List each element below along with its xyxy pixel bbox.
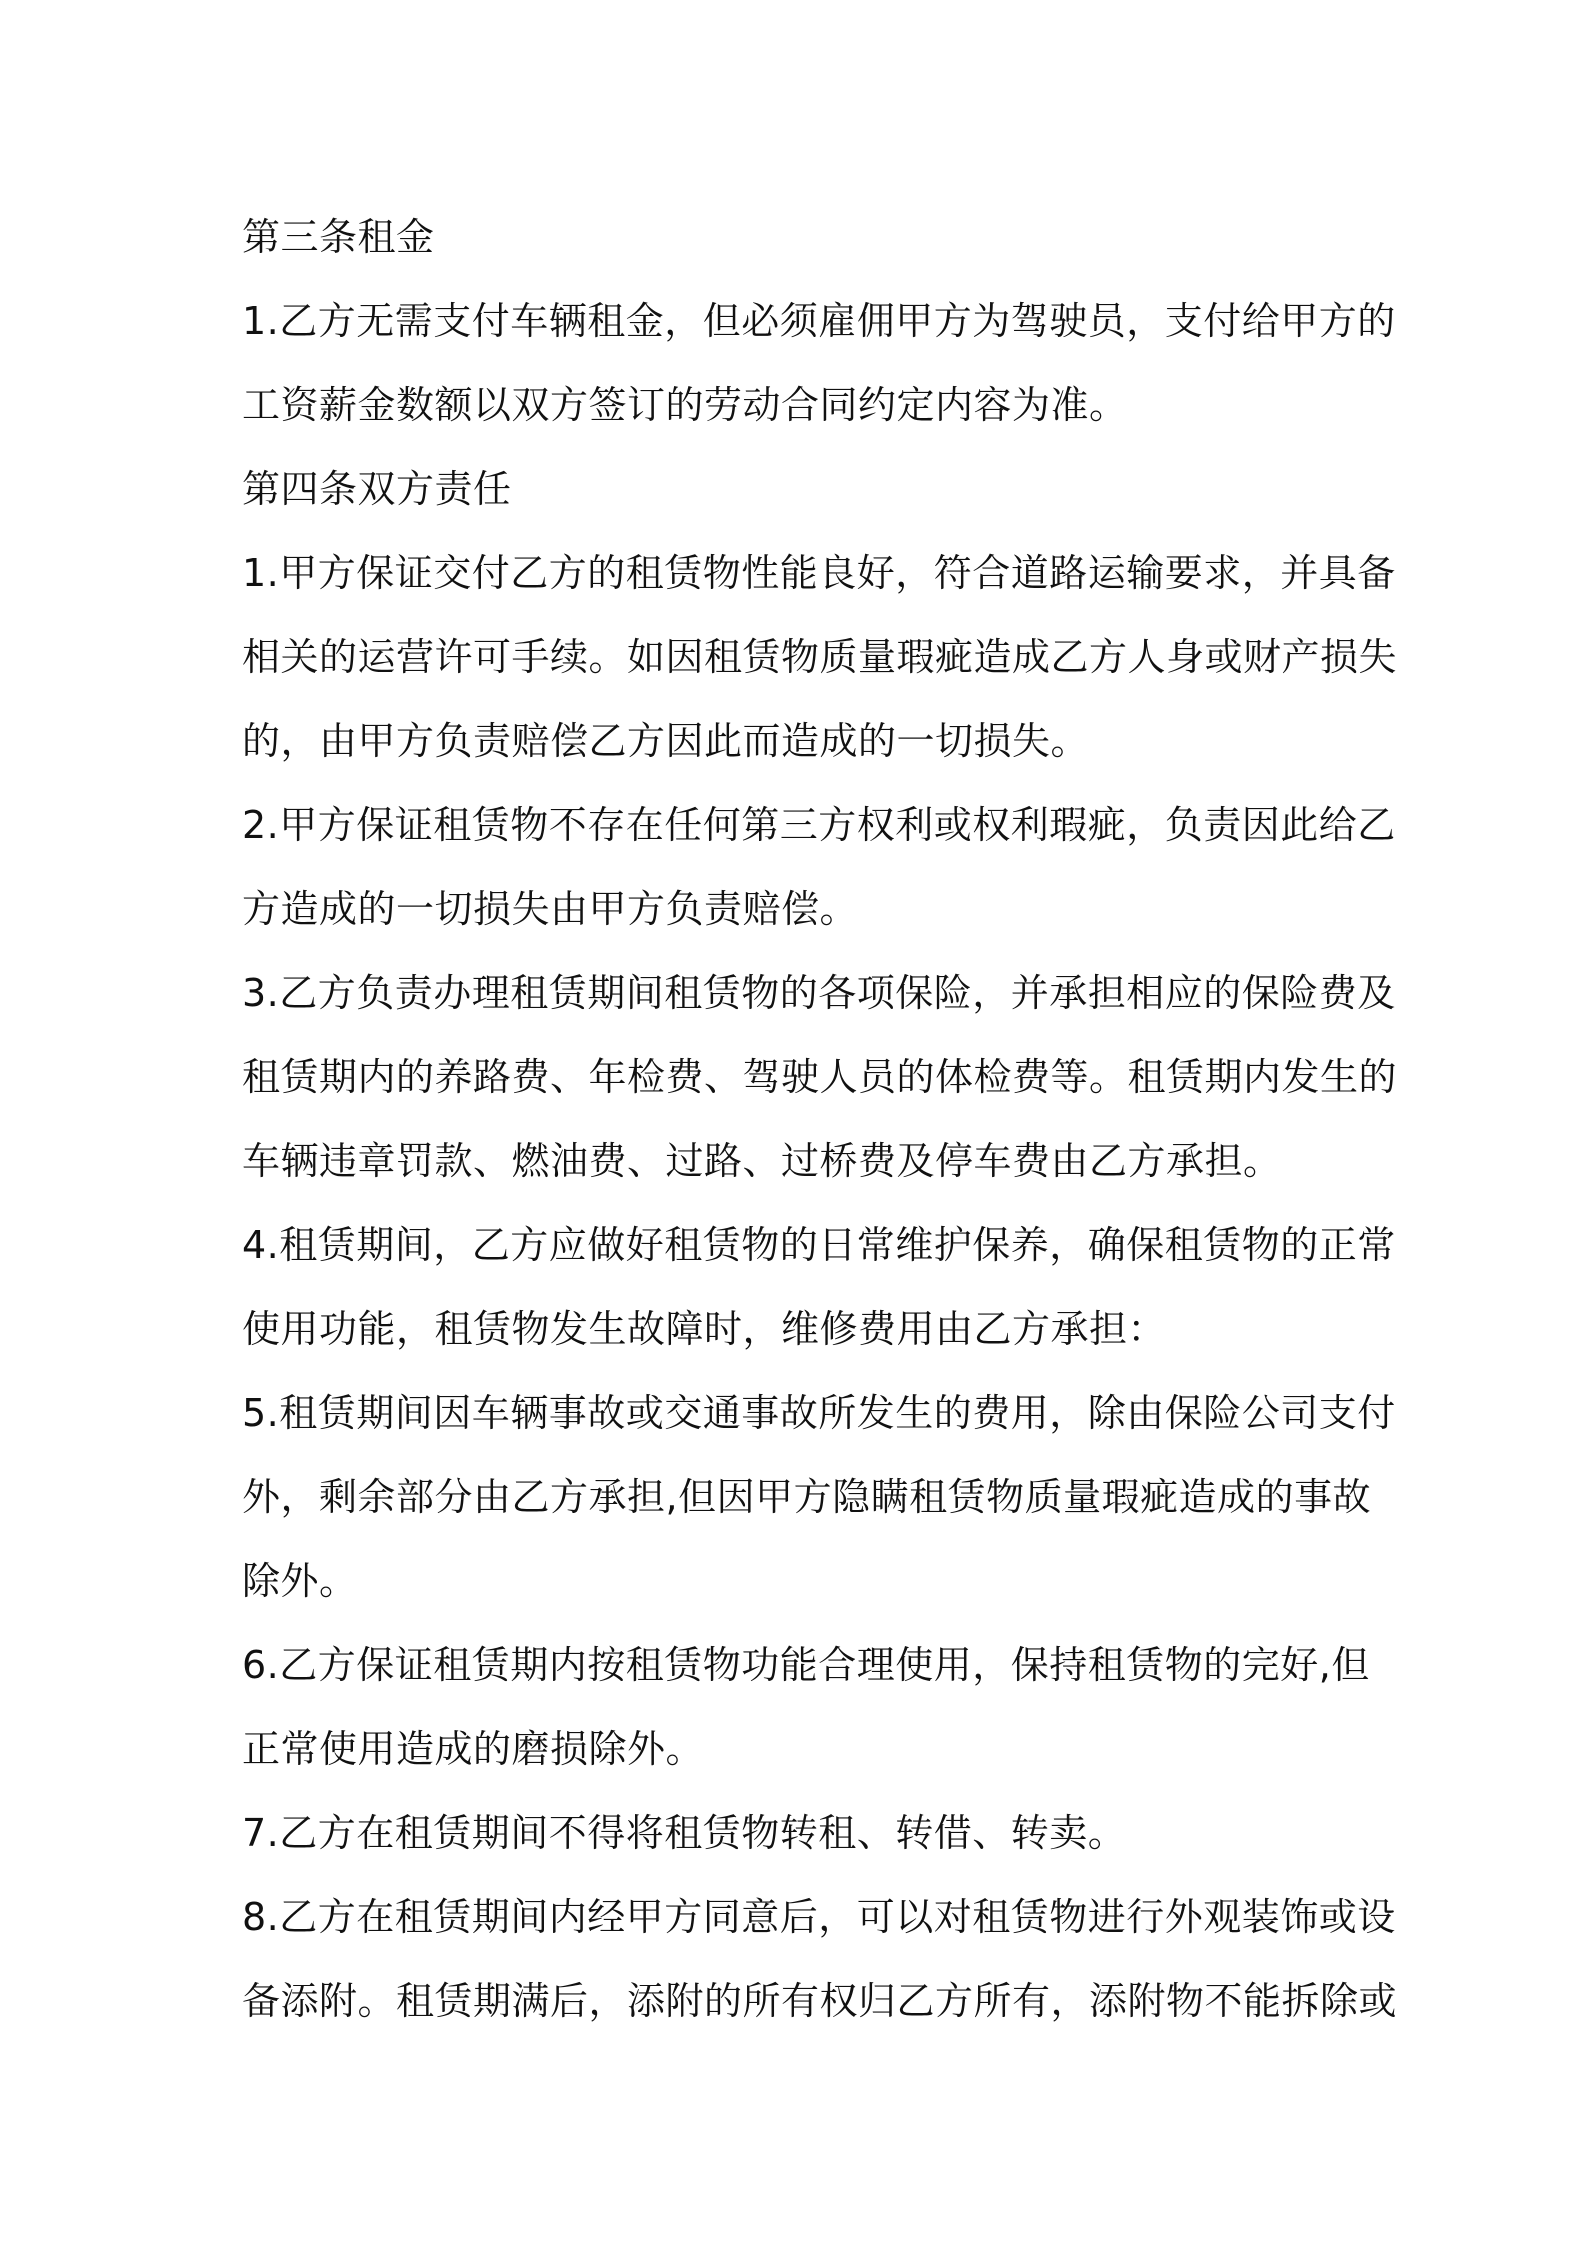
text-line: 2.甲方保证租赁物不存在任何第三方权利或权利瑕疵，负责因此给乙 bbox=[242, 803, 1396, 847]
article-4-heading: 第四条双方责任 bbox=[242, 467, 512, 511]
text-line: 的，由甲方负责赔偿乙方因此而造成的一切损失。 bbox=[242, 719, 1090, 763]
text-line: 方造成的一切损失由甲方负责赔偿。 bbox=[242, 887, 859, 931]
text-line: 4.租赁期间，乙方应做好租赁物的日常维护保养，确保租赁物的正常 bbox=[242, 1223, 1396, 1267]
text-line: 外，剩余部分由乙方承担,但因甲方隐瞒租赁物质量瑕疵造成的事故 bbox=[242, 1475, 1372, 1519]
text-line: 8.乙方在租赁期间内经甲方同意后，可以对租赁物进行外观装饰或设 bbox=[242, 1895, 1396, 1939]
text-line: 租赁期内的养路费、年检费、驾驶人员的体检费等。租赁期内发生的 bbox=[242, 1055, 1398, 1099]
text-line: 6.乙方保证租赁期内按租赁物功能合理使用，保持租赁物的完好,但 bbox=[242, 1643, 1370, 1687]
text-line: 1.乙方无需支付车辆租金，但必须雇佣甲方为驾驶员，支付给甲方的 bbox=[242, 299, 1396, 343]
text-line: 工资薪金数额以双方签订的劳动合同约定内容为准。 bbox=[242, 383, 1128, 427]
text-line: 3.乙方负责办理租赁期间租赁物的各项保险，并承担相应的保险费及 bbox=[242, 971, 1396, 1015]
article-3-heading: 第三条租金 bbox=[242, 215, 435, 259]
text-line: 5.租赁期间因车辆事故或交通事故所发生的费用，除由保险公司支付 bbox=[242, 1391, 1396, 1435]
text-line: 7.乙方在租赁期间不得将租赁物转租、转借、转卖。 bbox=[242, 1811, 1127, 1855]
text-line: 相关的运营许可手续。如因租赁物质量瑕疵造成乙方人身或财产损失 bbox=[242, 635, 1398, 679]
text-line: 正常使用造成的磨损除外。 bbox=[242, 1727, 705, 1771]
document-page bbox=[242, 195, 1398, 2043]
text-line: 1.甲方保证交付乙方的租赁物性能良好，符合道路运输要求，并具备 bbox=[242, 551, 1396, 595]
text-line: 备添附。租赁期满后，添附的所有权归乙方所有，添附物不能拆除或 bbox=[242, 1979, 1398, 2023]
text-line: 车辆违章罚款、燃油费、过路、过桥费及停车费由乙方承担。 bbox=[242, 1139, 1282, 1183]
text-line: 除外。 bbox=[242, 1559, 358, 1603]
text-line: 使用功能，租赁物发生故障时，维修费用由乙方承担： bbox=[242, 1307, 1167, 1351]
